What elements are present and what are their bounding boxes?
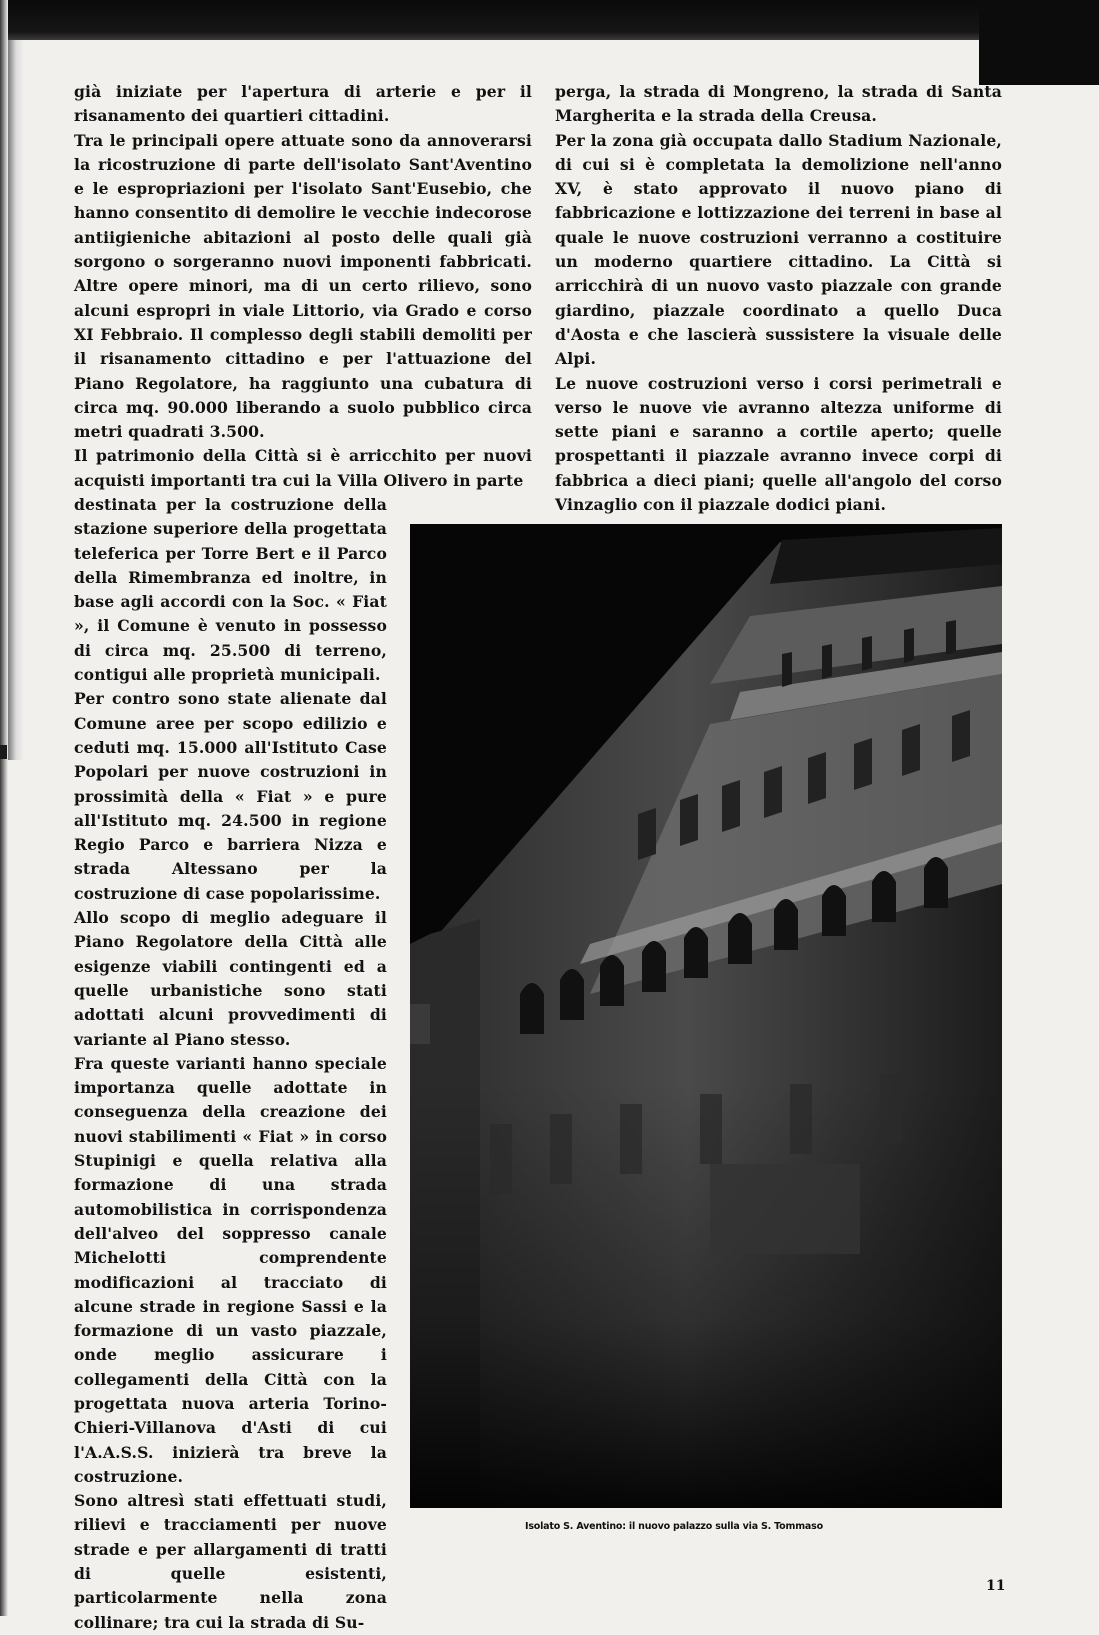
article-column-left-top	[74, 80, 532, 493]
paragraph: perga, la strada di Mongreno, la strada di Santa Margherita e la strada della Creusa.	[555, 82, 1002, 126]
scan-left-edge	[0, 0, 8, 1616]
paragraph: Sono altresì stati effettuati studi, rilievi e tracciamenti per nuove strade e per allargamenti di tratti di quelle esistenti, particolarmente nella zona collinare; tra cui la strada di Su-	[74, 1491, 387, 1632]
scan-top-border	[0, 0, 1099, 40]
scan-corner-shadow	[979, 0, 1099, 85]
paragraph: destinata per la costruzione della stazione superiore della progettata teleferica per Torre Bert e il Parco della Rimembranza ed inoltre, in base agli accordi con la Soc. « Fiat », il Comune è venuto in possesso di circa mq. 25.500 di terreno, contigui alle proprietà municipali.	[74, 495, 387, 685]
paragraph: già iniziate per l'apertura di arterie e per il risanamento dei quartieri cittadini.	[74, 82, 532, 126]
paragraph: Le nuove costruzioni verso i corsi perimetrali e verso le nuove vie avranno altezza uniforme di sette piani e saranno a cortile aperto; quelle prospettanti il piazzale avranno invece corpi di fabbrica a dieci piani; quelle all'angolo del corso Vinzaglio con il piazzale dodici piani.	[555, 373, 1002, 515]
scan-binding-shadow	[8, 40, 24, 760]
scan-edge-mark	[0, 745, 7, 759]
article-column-right	[555, 80, 1002, 517]
paragraph: Per la zona già occupata dallo Stadium Nazionale, di cui si è completata la demolizione nell'anno XV, è stato approvato il nuovo piano di fabbricazione e lottizzazione dei terreni in base al quale le nuove costruzioni verranno a costituire un moderno quartiere cittadino. La Città si arricchirà di un nuovo vasto piazzale con grande giardino, piazzale coordinato a quello Duca d'Aosta e che lascierà sussistere la visuale delle Alpi.	[555, 130, 1002, 369]
paragraph: Il patrimonio della Città si è arricchito per nuovi acquisti importanti tra cui la Villa Olivero in parte	[74, 446, 532, 490]
paragraph: Allo scopo di meglio adeguare il Piano Regolatore della Città alle esigenze viabili contingenti ed a quelle urbanistiche sono stati adottati alcuni provvedimenti di variante al Piano stesso.	[74, 908, 387, 1049]
paragraph: Fra queste varianti hanno speciale importanza quelle adottate in conseguenza della creazione dei nuovi stabilimenti « Fiat » in corso Stupinigi e quella relativa alla formazione di una strada automobilistica in corrispondenza dell'alveo del soppresso canale Michelotti comprendente modificazioni al tracciato di alcune strade in regione Sassi e la formazione di un vasto piazzale, onde meglio assicurare i collegamenti della Città con la progettata nuova arteria Torino-Chieri-Villanova d'Asti di cui l'A.A.S.S. inizierà tra breve la costruzione.	[74, 1053, 387, 1486]
article-column-left-narrow	[74, 493, 387, 1635]
paragraph: Tra le principali opere attuate sono da annoverarsi la ricostruzione di parte dell'isolato Sant'Aventino e le espropriazioni per l'isolato Sant'Eusebio, che hanno consentito di demolire le vecchie indecorose antiigieniche abitazioni al posto delle quali già sorgono o sorgeranno nuovi imponenti fabbricati. Altre opere minori, ma di un certo rilievo, sono alcuni espropri in viale Littorio, via Grado e corso XI Febbraio. Il complesso degli stabili demoliti per il risanamento cittadino e per l'attuazione del Piano Regolatore, ha raggiunto una cubatura di circa mq. 90.000 liberando a suolo pubblico circa metri quadrati 3.500.	[74, 130, 532, 442]
page-number: 11	[986, 1578, 1006, 1594]
paragraph: Per contro sono state alienate dal Comune aree per scopo edilizio e ceduti mq. 15.000 all'Istituto Case Popolari per nuove costruzioni in prossimità della « Fiat » e pure all'Istituto mq. 24.500 in regione Regio Parco e barriera Nizza e strada Altessano per la costruzione di case popolarissime.	[74, 689, 387, 903]
photo-caption: Isolato S. Aventino: il nuovo palazzo sulla via S. Tommaso	[525, 1521, 823, 1532]
building-photo	[410, 524, 1002, 1508]
building-photo-image	[410, 524, 1002, 1508]
